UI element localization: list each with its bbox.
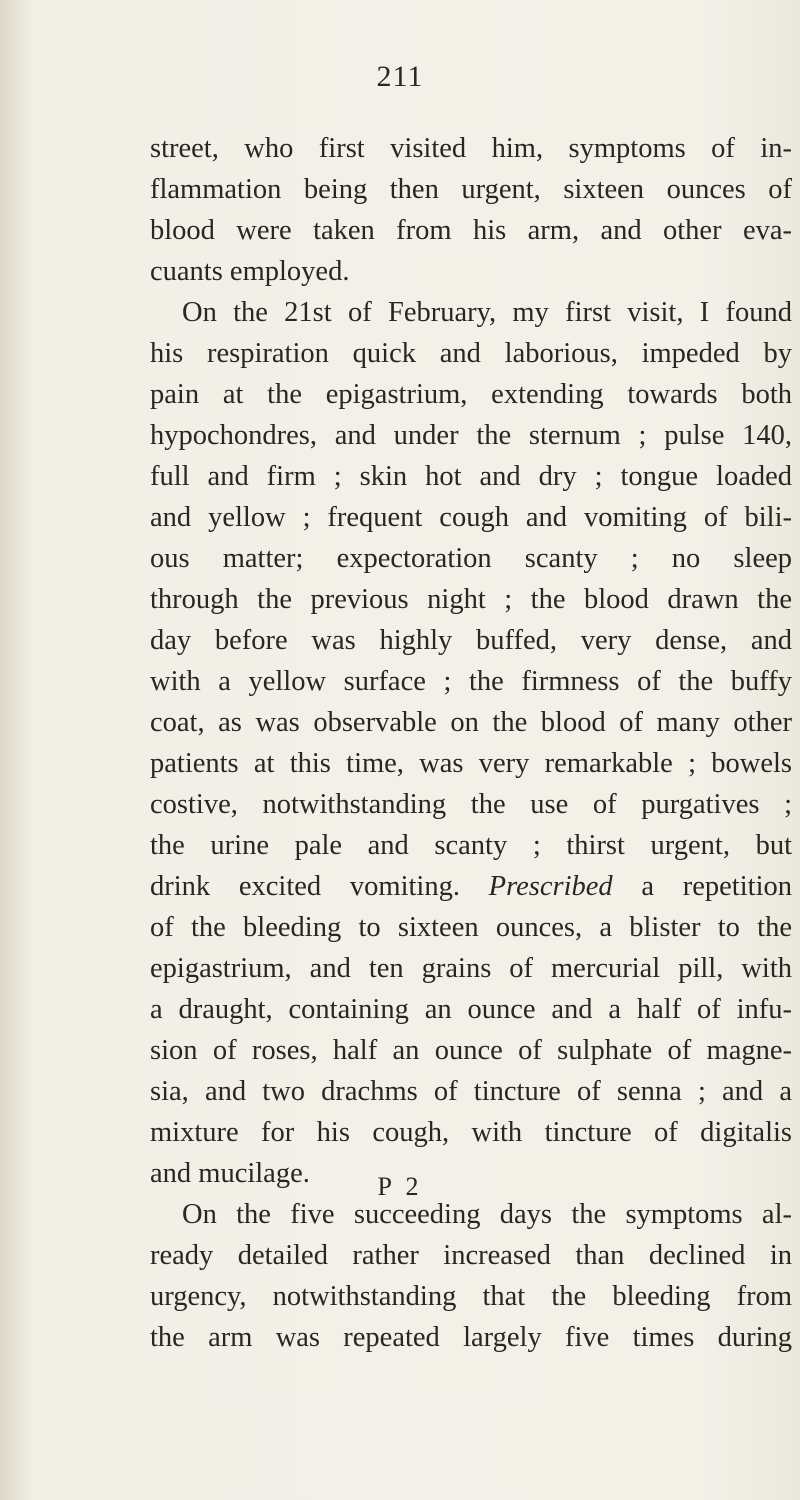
text-line: urgency, notwithstanding that the bleeding from [150, 1281, 792, 1312]
gutter-shadow [0, 0, 28, 1500]
signature-mark: P 2 [377, 1172, 423, 1201]
text-line [150, 866, 792, 907]
text-line: On the five succeeding days the symptoms al- [182, 1199, 792, 1230]
text-line: day before was highly buffed, very dense, and [150, 625, 792, 656]
text-line: coat, as was observable on the blood of many other [150, 707, 792, 738]
text-line: with a yellow surface ; the firmness of the buffy [150, 666, 792, 697]
text-segment: a repetition [612, 871, 792, 902]
text-line: blood were taken from his arm, and other eva- [150, 215, 792, 246]
text-line: ous matter; expectoration scanty ; no sleep [150, 543, 792, 574]
text-line: the urine pale and scanty ; thirst urgent, but [150, 830, 792, 861]
text-line: and mucilage. [150, 1158, 310, 1189]
page-number: 211 [376, 60, 424, 93]
text-line: the arm was repeated largely five times during [150, 1322, 792, 1353]
text-line: full and firm ; skin hot and dry ; tongue loaded [150, 461, 792, 492]
text-line: epigastrium, and ten grains of mercurial pill, with [150, 953, 792, 984]
text-line: mixture for his cough, with tincture of digitalis [150, 1117, 792, 1148]
text-line: sion of roses, half an ounce of sulphate of magne- [150, 1035, 792, 1066]
text-line: hypochondres, and under the sternum ; pulse 140, [150, 420, 792, 451]
text-line: On the 21st of February, my first visit, I found [182, 297, 792, 328]
text-line: a draught, containing an ounce and a half of infu- [150, 994, 792, 1025]
text-line: ready detailed rather increased than declined in [150, 1240, 792, 1271]
text-line: flammation being then urgent, sixteen ounces of [150, 174, 792, 205]
text-line: pain at the epigastrium, extending towards both [150, 379, 792, 410]
text-line: costive, notwithstanding the use of purgatives ; [150, 789, 792, 820]
text-segment: drink excited vomiting. [150, 871, 489, 902]
text-line: his respiration quick and laborious, impeded by [150, 338, 792, 369]
text-line: through the previous night ; the blood drawn the [150, 584, 792, 615]
text-line: and yellow ; frequent cough and vomiting of bili- [150, 502, 792, 533]
text-line: cuants employed. [150, 256, 350, 287]
text-line: of the bleeding to sixteen ounces, a blister to the [150, 912, 792, 943]
text-line: street, who first visited him, symptoms of in- [150, 133, 792, 164]
text-line: sia, and two drachms of tincture of senna ; and a [150, 1076, 792, 1107]
text-line: patients at this time, was very remarkable ; bowels [150, 748, 792, 779]
italic-term: Prescribed [488, 871, 613, 902]
